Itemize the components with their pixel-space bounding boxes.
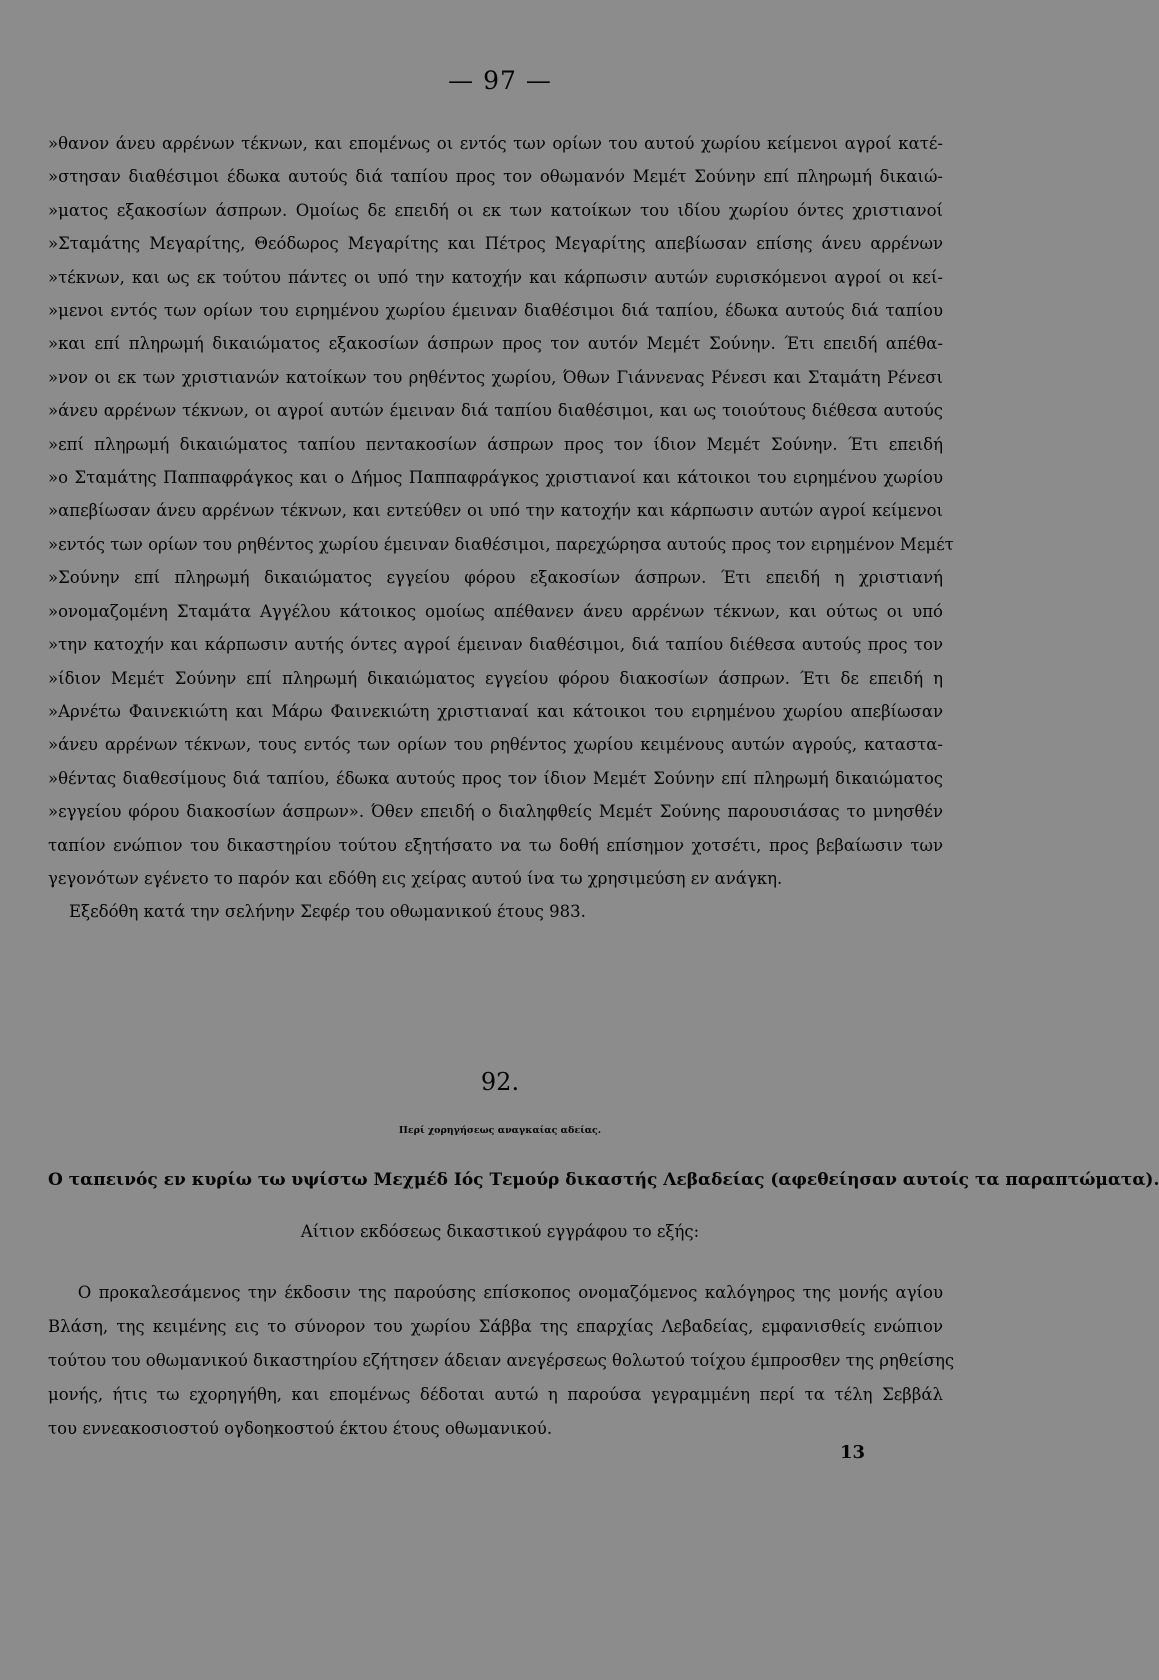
text-line: του εννεακοσιοστού ογδοηκοστού έκτου έτους οθωμανικού. xyxy=(48,1419,553,1438)
text-line: »Σταμάτης Μεγαρίτης, Θεόδωρος Μεγαρίτης και Πέτρος Μεγαρίτης απεβίωσαν επίσης άνευ αρρένων xyxy=(48,234,943,254)
text-line: »νον οι εκ των χριστιανών κατοίκων του ρηθέντος χωρίου, Όθων Γιάννενας Ρένεσι και Σταμάτη Ρένεσι xyxy=(48,367,943,387)
text-line: »ματος εξακοσίων άσπρων. Ομοίως δε επειδή οι εκ των κατοίκων του ιδίου χωρίου όντες χριστιανοί xyxy=(48,200,943,220)
text-line: »τέκνων, και ως εκ τούτου πάντες οι υπό την κατοχήν και κάρπωσιν αυτών ευρισκόμενοι αγροί οι κεί- xyxy=(48,267,943,287)
text-line: »Σούνην επί πληρωμή δικαιώματος εγγείου φόρου εξακοσίων άσπρων. Έτι επειδή η χριστιανή xyxy=(48,568,943,588)
section-subtitle: Περί χορηγήσεως αναγκαίας αδείας. xyxy=(398,1125,602,1136)
main-text-block xyxy=(48,127,954,929)
date-line: Εξεδόθη κατά την σελήνην Σεφέρ του οθωμανικού έτους 983. xyxy=(48,902,586,922)
text-line: »Αρνέτω Φαινεκιώτη και Μάρω Φαινεκιώτη χριστιαναί και κάτοικοι του ειρημένου χωρίου απεβίωσαν xyxy=(48,701,943,721)
text-line: »ο Σταμάτης Παππαφράγκος και ο Δήμος Παππαφράγκος χριστιανοί και κάτοικοι του ειρημένου χωρίου xyxy=(48,468,943,488)
text-line: τούτου του οθωμανικού δικαστηρίου εζήτησεν άδειαν ανεγέρσεως θολωτού τοίχου έμπροσθεν της ρηθείσης xyxy=(48,1351,955,1370)
text-line: »θανον άνευ αρρένων τέκνων, και επομένως οι εντός των ορίων του αυτού χωρίου κείμενοι αγροί κατέ- xyxy=(48,134,943,153)
text-line: »μενοι εντός των ορίων του ειρημένου χωρίου έμειναν διαθέσιμοι διά ταπίου, έδωκα αυτούς διά ταπίου xyxy=(48,301,943,321)
text-line: »εγγείου φόρου διακοσίων άσπρων». Όθεν επειδή ο διαληφθείς Μεμέτ Σούνης παρουσιάσας το μνησθέν xyxy=(48,802,943,822)
text-line: »στησαν διαθέσιμοι έδωκα αυτούς διά ταπίου προς τον οθωμανόν Μεμέτ Σούνην επί πληρωμή δικαιώ- xyxy=(48,167,943,187)
text-line: »άνευ αρρένων τέκνων, τους εντός των ορίων του ρηθέντος χωρίου κειμένους αυτών αγρούς, καταστα- xyxy=(48,735,943,755)
text-line: »επί πληρωμή δικαιώματος ταπίου πεντακοσίων άσπρων προς τον ίδιον Μεμέτ Σούνην. Έτι επειδή xyxy=(48,434,943,454)
section-number: 92. xyxy=(480,1068,520,1096)
text-line: »θέντας διαθεσίμους διά ταπίου, έδωκα αυτούς προς τον ίδιον Μεμέτ Σούνην επί πληρωμή δικαιώματος xyxy=(48,768,943,788)
text-line: ταπίον ενώπιον του δικαστηρίου τούτου εξητήσατο να τω δοθή επίσημον χοτσέτι, προς βεβαίωσιν των xyxy=(48,835,943,855)
section-heading: Ο ταπεινός εν κυρίω τω υψίστω Μεχμέδ Ιός Τεμούρ δικαστής Λεβαδείας (αφεθείησαν αυτοίς τα παραπτώματα). xyxy=(48,1170,1159,1190)
text-line: μονής, ήτις τω εχορηγήθη, και επομένως δέδοται αυτώ η παρούσα γεγραμμένη περί τα τέλη Σεββάλ xyxy=(48,1385,943,1404)
section-body xyxy=(48,1276,955,1446)
text-line: Ο προκαλεσάμενος την έκδοσιν της παρούσης επίσκοπος ονομαζόμενος καλόγηρος της μονής αγίου xyxy=(48,1283,943,1302)
text-line: »άνευ αρρένων τέκνων, οι αγροί αυτών έμειναν διά ταπίου διαθέσιμοι, και ως τοιούτους διέθεσα αυτούς xyxy=(48,401,943,421)
text-line: »και επί πληρωμή δικαιώματος εξακοσίων άσπρων προς τον αυτόν Μεμέτ Σούνην. Έτι επειδή απέθα- xyxy=(48,334,943,354)
section-intro: Αίτιον εκδόσεως δικαστικού εγγράφου το εξής: xyxy=(300,1222,700,1241)
text-line: »ονομαζομένη Σταμάτα Αγγέλου κάτοικος ομοίως απέθανεν άνευ αρρένων τέκνων, και ούτως οι υπό xyxy=(48,601,943,621)
text-line: »ίδιον Μεμέτ Σούνην επί πληρωμή δικαιώματος εγγείου φόρου διακοσίων άσπρων. Έτι δε επειδή η xyxy=(48,668,943,688)
signature-mark: 13 xyxy=(839,1442,865,1463)
text-line: Βλάση, της κειμένης εις το σύνορον του χωρίου Σάββα της επαρχίας Λεβαδείας, εμφανισθείς ενώπιον xyxy=(48,1317,943,1336)
text-line: »εντός των ορίων του ρηθέντος χωρίου έμειναν διαθέσιμοι, παρεχώρησα αυτούς προς τον ειρημένον Μεμέτ xyxy=(48,534,954,554)
page-number: — 97 — xyxy=(448,66,552,95)
text-line: »την κατοχήν και κάρπωσιν αυτής όντες αγροί έμειναν διαθέσιμοι, διά ταπίου διέθεσα αυτούς προς τον xyxy=(48,635,943,655)
text-line: »απεβίωσαν άνευ αρρένων τέκνων, και εντεύθεν οι υπό την κατοχήν και κάρπωσιν αυτών αγροί κείμενοι xyxy=(48,501,943,521)
text-line: γεγονότων εγένετο το παρόν και εδόθη εις χείρας αυτού ίνα τω χρησιμεύση εν ανάγκη. xyxy=(48,868,783,888)
